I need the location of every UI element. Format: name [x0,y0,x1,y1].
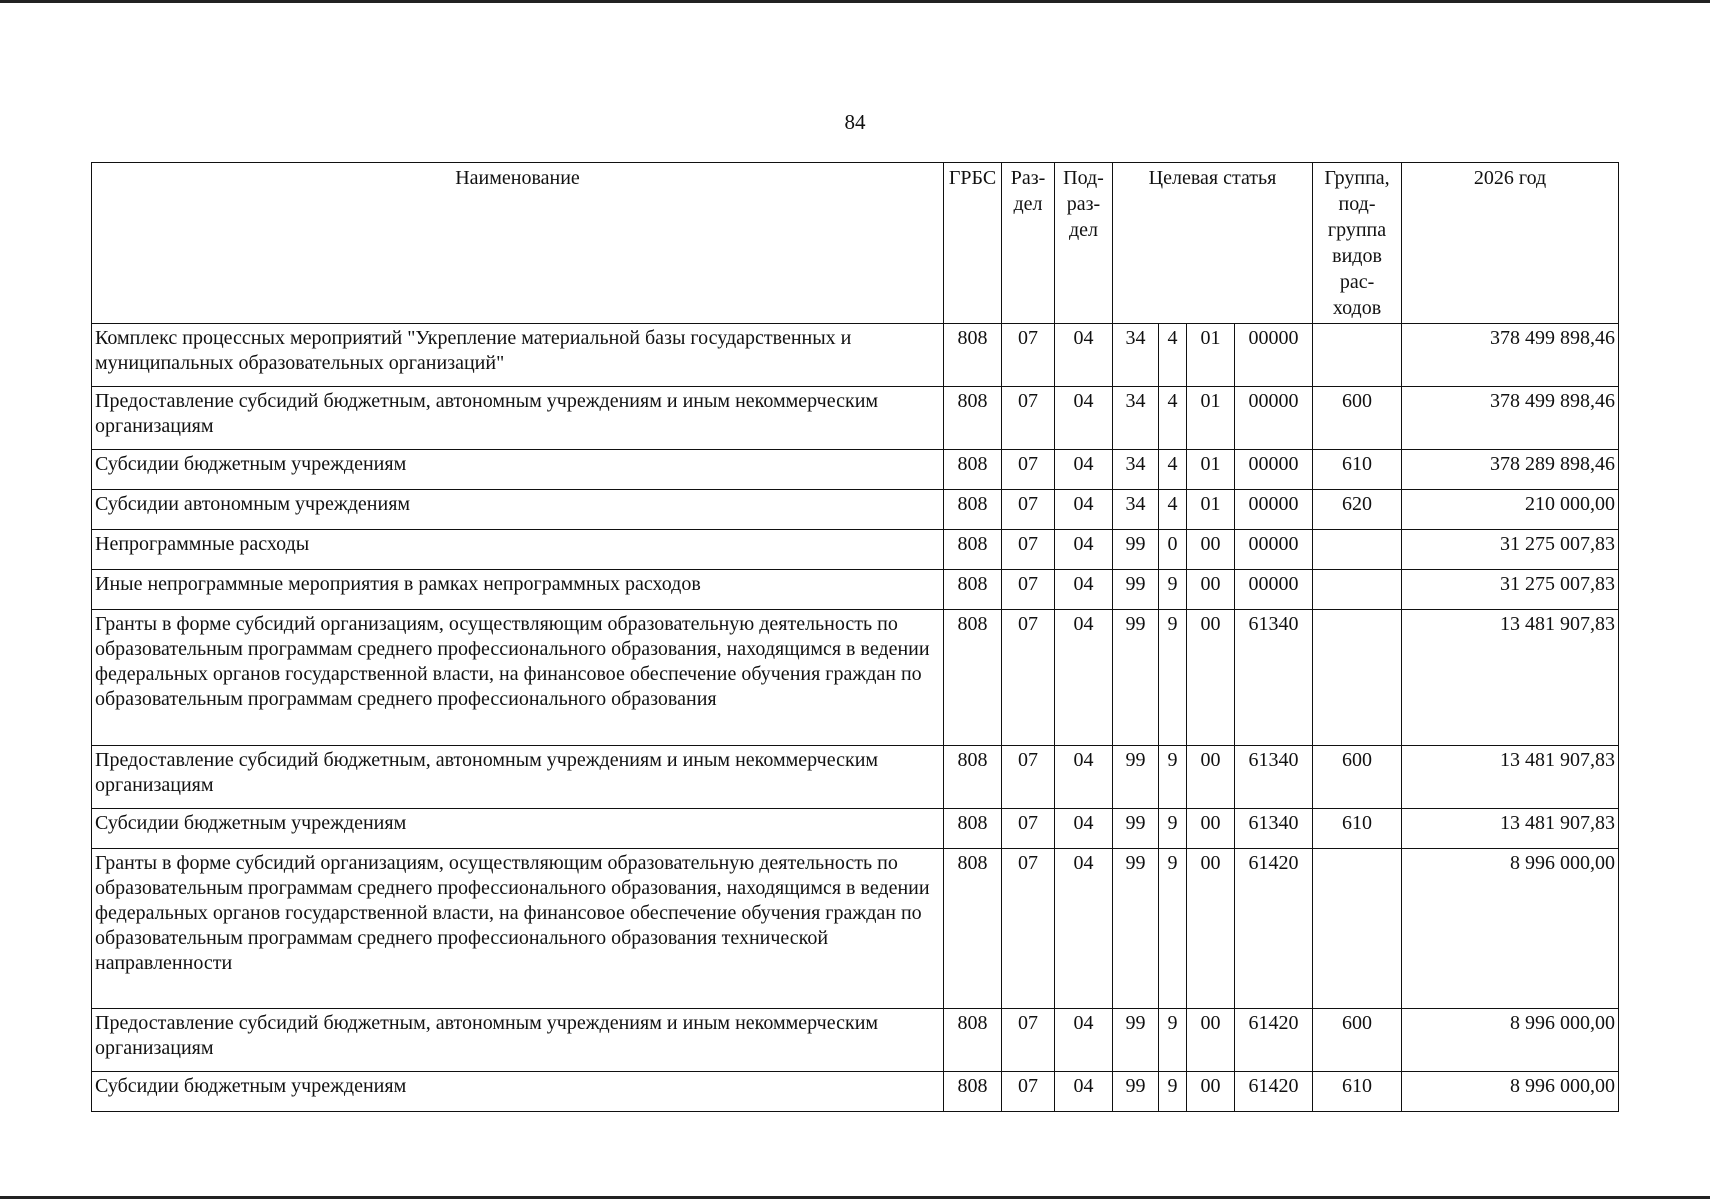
table-row [92,746,1619,809]
cell-grbs: 808 [944,610,1002,746]
cell-razdel: 07 [1002,490,1055,530]
cell-expense-group [1313,610,1402,746]
cell-target-program: 99 [1113,530,1159,570]
cell-target-subprogram: 00 [1187,570,1235,610]
cell-amount: 8 996 000,00 [1402,1072,1619,1112]
cell-target-program: 99 [1113,746,1159,809]
cell-name: Предоставление субсидий бюджетным, автономным учреждениям и иным некоммерческим организациям [92,1009,944,1072]
cell-target-type: 4 [1159,490,1187,530]
cell-podrazdel: 04 [1055,809,1113,849]
table-row [92,1009,1619,1072]
cell-grbs: 808 [944,387,1002,450]
page-number: 84 [844,110,866,134]
cell-target-direction: 61340 [1235,610,1313,746]
cell-podrazdel: 04 [1055,387,1113,450]
cell-name: Субсидии бюджетным учреждениям [92,450,944,490]
cell-target-type: 9 [1159,570,1187,610]
cell-target-subprogram: 01 [1187,387,1235,450]
cell-amount: 31 275 007,83 [1402,570,1619,610]
cell-target-type: 4 [1159,387,1187,450]
cell-target-type: 9 [1159,610,1187,746]
cell-target-program: 99 [1113,610,1159,746]
cell-expense-group: 610 [1313,1072,1402,1112]
cell-grbs: 808 [944,809,1002,849]
cell-razdel: 07 [1002,849,1055,1009]
cell-target-direction: 00000 [1235,570,1313,610]
cell-target-program: 99 [1113,1072,1159,1112]
cell-target-program: 99 [1113,570,1159,610]
cell-target-direction: 00000 [1235,324,1313,387]
cell-amount: 378 289 898,46 [1402,450,1619,490]
cell-expense-group: 600 [1313,746,1402,809]
table-row [92,610,1619,746]
cell-target-type: 4 [1159,450,1187,490]
cell-amount: 210 000,00 [1402,490,1619,530]
cell-target-subprogram: 01 [1187,324,1235,387]
cell-grbs: 808 [944,746,1002,809]
header-year: 2026 год [1402,163,1619,324]
scan-border-top [0,0,1710,3]
cell-target-subprogram: 00 [1187,809,1235,849]
cell-amount: 13 481 907,83 [1402,809,1619,849]
cell-expense-group: 610 [1313,450,1402,490]
cell-expense-group: 600 [1313,387,1402,450]
cell-razdel: 07 [1002,809,1055,849]
header-grbs: ГРБС [944,163,1002,324]
cell-podrazdel: 04 [1055,746,1113,809]
cell-target-direction: 61420 [1235,849,1313,1009]
cell-amount: 31 275 007,83 [1402,530,1619,570]
cell-razdel: 07 [1002,746,1055,809]
table-row [92,570,1619,610]
cell-razdel: 07 [1002,324,1055,387]
cell-target-type: 0 [1159,530,1187,570]
cell-target-program: 34 [1113,490,1159,530]
cell-target-type: 9 [1159,809,1187,849]
cell-target-type: 9 [1159,1009,1187,1072]
cell-target-program: 34 [1113,387,1159,450]
cell-target-direction: 61420 [1235,1009,1313,1072]
cell-target-direction: 61420 [1235,1072,1313,1112]
header-name: Наименование [92,163,944,324]
cell-expense-group [1313,530,1402,570]
cell-target-program: 34 [1113,450,1159,490]
table-row [92,849,1619,1009]
cell-podrazdel: 04 [1055,490,1113,530]
cell-target-type: 9 [1159,849,1187,1009]
cell-podrazdel: 04 [1055,1009,1113,1072]
budget-table [91,162,1619,1112]
cell-name: Гранты в форме субсидий организациям, осуществляющим образовательную деятельность по образовательным программам среднего профессионального образования, находящимся в ведении федеральных органов государственной власти, на финансовое обеспечение обучения граждан по образовательным программам среднего профессионального образования технической направленности [92,849,944,1009]
cell-amount: 8 996 000,00 [1402,849,1619,1009]
cell-podrazdel: 04 [1055,530,1113,570]
cell-expense-group: 600 [1313,1009,1402,1072]
cell-podrazdel: 04 [1055,610,1113,746]
cell-target-program: 34 [1113,324,1159,387]
cell-target-subprogram: 00 [1187,849,1235,1009]
cell-amount: 8 996 000,00 [1402,1009,1619,1072]
header-razdel: Раз-дел [1002,163,1055,324]
cell-target-subprogram: 00 [1187,1009,1235,1072]
header-podrazdel: Под-раз-дел [1055,163,1113,324]
table-row [92,809,1619,849]
cell-target-subprogram: 00 [1187,746,1235,809]
cell-target-type: 9 [1159,1072,1187,1112]
cell-amount: 13 481 907,83 [1402,610,1619,746]
cell-grbs: 808 [944,570,1002,610]
cell-target-program: 99 [1113,1009,1159,1072]
cell-grbs: 808 [944,1072,1002,1112]
cell-target-subprogram: 00 [1187,610,1235,746]
cell-razdel: 07 [1002,1009,1055,1072]
cell-razdel: 07 [1002,1072,1055,1112]
cell-target-program: 99 [1113,809,1159,849]
cell-target-direction: 00000 [1235,490,1313,530]
cell-target-direction: 61340 [1235,809,1313,849]
table-row [92,490,1619,530]
cell-target-type: 4 [1159,324,1187,387]
cell-name: Предоставление субсидий бюджетным, автономным учреждениям и иным некоммерческим организациям [92,387,944,450]
cell-grbs: 808 [944,490,1002,530]
table-body [92,324,1619,1112]
cell-name: Предоставление субсидий бюджетным, автономным учреждениям и иным некоммерческим организациям [92,746,944,809]
table-row [92,450,1619,490]
cell-expense-group: 610 [1313,809,1402,849]
cell-target-direction: 61340 [1235,746,1313,809]
header-target-article: Целевая статья [1113,163,1313,324]
cell-name: Гранты в форме субсидий организациям, осуществляющим образовательную деятельность по образовательным программам среднего профессионального образования, находящимся в ведении федеральных органов государственной власти, на финансовое обеспечение обучения граждан по образовательным программам среднего профессионального образования [92,610,944,746]
cell-name: Непрограммные расходы [92,530,944,570]
cell-podrazdel: 04 [1055,324,1113,387]
cell-name: Субсидии бюджетным учреждениям [92,1072,944,1112]
cell-name: Субсидии автономным учреждениям [92,490,944,530]
cell-target-direction: 00000 [1235,530,1313,570]
cell-expense-group: 620 [1313,490,1402,530]
cell-expense-group [1313,570,1402,610]
cell-amount: 13 481 907,83 [1402,746,1619,809]
cell-amount: 378 499 898,46 [1402,324,1619,387]
cell-podrazdel: 04 [1055,570,1113,610]
cell-name: Иные непрограммные мероприятия в рамках непрограммных расходов [92,570,944,610]
cell-podrazdel: 04 [1055,1072,1113,1112]
cell-grbs: 808 [944,1009,1002,1072]
cell-razdel: 07 [1002,530,1055,570]
cell-target-subprogram: 00 [1187,1072,1235,1112]
cell-razdel: 07 [1002,387,1055,450]
cell-name: Комплекс процессных мероприятий "Укрепление материальной базы государственных и муниципальных образовательных организаций" [92,324,944,387]
cell-razdel: 07 [1002,610,1055,746]
cell-target-direction: 00000 [1235,387,1313,450]
cell-expense-group [1313,324,1402,387]
cell-podrazdel: 04 [1055,849,1113,1009]
cell-amount: 378 499 898,46 [1402,387,1619,450]
cell-target-direction: 00000 [1235,450,1313,490]
cell-grbs: 808 [944,324,1002,387]
cell-target-type: 9 [1159,746,1187,809]
cell-grbs: 808 [944,450,1002,490]
cell-grbs: 808 [944,530,1002,570]
cell-target-subprogram: 01 [1187,490,1235,530]
table-header-row [92,163,1619,324]
cell-target-program: 99 [1113,849,1159,1009]
cell-target-subprogram: 01 [1187,450,1235,490]
cell-razdel: 07 [1002,570,1055,610]
cell-name: Субсидии бюджетным учреждениям [92,809,944,849]
cell-podrazdel: 04 [1055,450,1113,490]
table-row [92,387,1619,450]
scan-border-bottom [0,1196,1710,1199]
table-row [92,530,1619,570]
table-row [92,324,1619,387]
cell-expense-group [1313,849,1402,1009]
cell-razdel: 07 [1002,450,1055,490]
header-expense-group: Группа, под-группа видов рас-ходов [1313,163,1402,324]
table-row [92,1072,1619,1112]
cell-target-subprogram: 00 [1187,530,1235,570]
cell-grbs: 808 [944,849,1002,1009]
